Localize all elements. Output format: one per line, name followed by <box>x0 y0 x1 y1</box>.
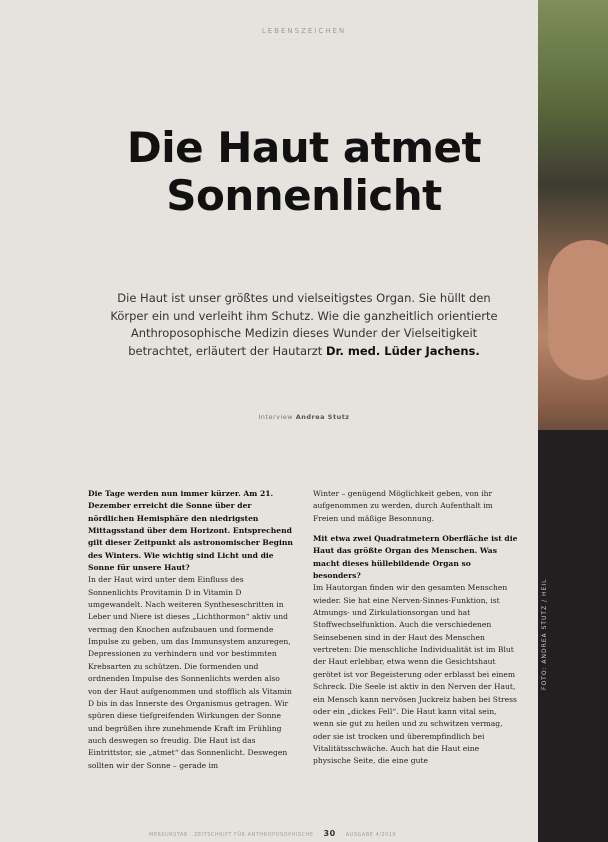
interview-answer: Im Hautorgan finden wir den gesamten Menschen wieder. Sie hat eine Nerven-Sinnes-Funktion, ist Atmungs- und Zirkulationsorgan und hat Stoffwechselfunktion. Auch die verschiedenen Seinsebenen sind in der Haut des Menschen vertreten: Die menschliche Individualität ist im Blut der Haut erlebbar, etwa wenn die Gesichtshaut gerötet ist vor Begeisterung oder erblasst bei einem Schreck. Die Seele ist aktiv in den Nerven der Haut, ein Mensch kann nervösen Juckreiz haben bei Stress oder ein „dickes Fell“. Die Haut kann vital sein, wenn sie gut zu heilen und zu schwitzen vermag, oder sie ist trocken und überempfindlich bei Vitalitätsschwäche. Auch hat die Haut eine physische Seite, die eine gute <box>313 583 517 766</box>
portrait-jacket <box>538 430 608 842</box>
byline-author: Andrea Stutz <box>295 413 350 421</box>
footer-issue: AUSGABE 4/2019 <box>345 832 397 838</box>
byline <box>0 413 545 421</box>
interview-answer: Winter – genügend Möglichkeit geben, von ihr aufgenommen zu werden, durch Aufenthalt im Freien und mäßige Besonnung. <box>313 489 493 523</box>
page-number: 30 <box>323 829 336 838</box>
title-line-2: Sonnenlicht <box>166 171 442 220</box>
lead-paragraph <box>105 290 503 360</box>
lead-author-name: Dr. med. Lüder Jachens. <box>325 343 480 358</box>
interview-question: Mit etwa zwei Quadratmetern Oberfläche ist die Haut das größte Organ des Menschen. Was macht dieses hüllebildende Organ so besonders? <box>313 534 518 581</box>
text-column-left <box>88 488 294 772</box>
page-footer <box>0 829 545 838</box>
portrait-face <box>548 240 608 380</box>
interview-answer: In der Haut wird unter dem Einfluss des Sonnenlichts Provitamin D in Vitamin D umgewandelt. Nach weiteren Syntheseschritten in Leber und Niere ist dieses „Lichthormon“ aktiv und vermag den Knochen aufzubauen und formende Impulse zu geben, um das Immunsystem anzuregen, Depressionen zu verhindern und vor bestimmten Krebsarten zu schützen. Die formenden und ordnenden Impulse des Sonnenlichts werden also von der Haut aufgenommen und stofflich als Vitamin D bis in das Innerste des Organismus getragen. Wir spüren diese tiefgreifenden Wirkungen der Sonne und begrüßen ihre zunehmende Kraft im Frühling auch deswegen so freudig. Die Haut ist das Eintrittstor, sie „atmet“ das Sonnenlicht. Deswegen sollten wir der Sonne – gerade im <box>88 575 292 770</box>
section-rubric: LEBENSZEICHEN <box>261 27 347 35</box>
text-column-right <box>313 488 519 768</box>
footer-publication: MERKURSTAB · ZEITSCHRIFT FÜR ANTHROPOSOPHISCHE <box>148 832 314 838</box>
article-title <box>40 124 545 220</box>
portrait-photo <box>538 0 608 842</box>
photo-credit: FOTO: ANDREA STUTZ / HEIL <box>541 578 548 690</box>
byline-label: Interview <box>258 413 294 421</box>
interview-question: Die Tage werden nun immer kürzer. Am 21. Dezember erreicht die Sonne über der nördlichen Hemisphäre den niedrigsten Mittagsstand über dem Horizont. Entsprechend gilt dieser Zeitpunkt als astronomischer Beginn des Winters. Wie wichtig sind Licht und die Sonne für unsere Haut? <box>88 489 293 573</box>
title-line-1: Die Haut atmet <box>126 123 482 172</box>
lead-text: Die Haut ist unser größtes und vielseitigstes Organ. Sie hüllt den Körper ein und verleiht ihm Schutz. Wie die ganzheitlich orientierte Anthroposophische Medizin dieses Wunder der Vielseitigkeit betrachtet, erläutert der Hautarzt <box>110 291 498 358</box>
